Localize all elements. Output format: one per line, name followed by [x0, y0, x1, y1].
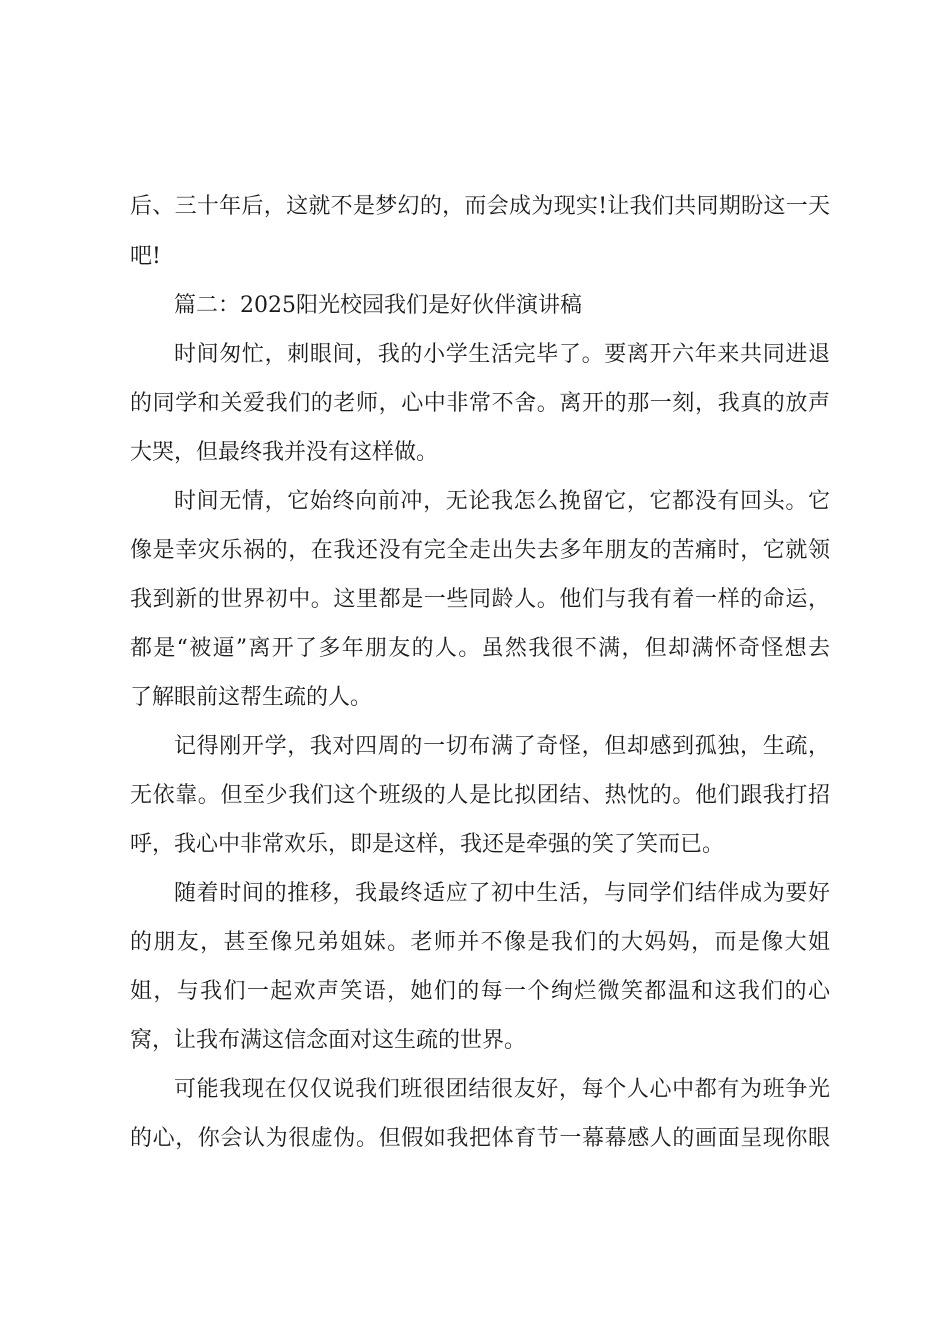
text-line: 的朋友，甚至像兄弟姐妹。老师并不像是我们的大妈妈，而是像大姐 [130, 930, 830, 955]
text-line: 都是“被逼”离开了多年朋友的人。虽然我很不满，但却满怀奇怪想去 [130, 636, 830, 661]
text-line: 姐，与我们一起欢声笑语，她们的每一个绚烂微笑都温和这我们的心 [130, 979, 830, 1004]
text-line: 我到新的世界初中。这里都是一些同龄人。他们与我有着一样的命运， [130, 587, 830, 612]
text-line: 的同学和关爱我们的老师，心中非常不舍。离开的那一刻，我真的放声 [130, 391, 830, 416]
text-line: 呼，我心中非常欢乐，即是这样，我还是牵强的笑了笑而已。 [130, 832, 725, 857]
text-line: 时间无情，它始终向前冲，无论我怎么挽留它，它都没有回头。它 [174, 489, 830, 514]
text-line: 窝，让我布满这信念面对这生疏的世界。 [130, 1028, 527, 1053]
text-line: 时间匆忙，刺眼间，我的小学生活完毕了。要离开六年来共同进退 [174, 342, 830, 367]
text-line: 无依靠。但至少我们这个班级的人是比拟团结、热忱的。他们跟我打招 [130, 783, 830, 808]
text-line: 大哭，但最终我并没有这样做。 [130, 440, 439, 465]
section-heading: 篇二：2025阳光校园我们是好伙伴演讲稿 [174, 293, 582, 318]
text-line: 的心，你会认为很虚伪。但假如我把体育节一幕幕感人的画面呈现你眼 [130, 1126, 830, 1151]
text-line: 吧! [130, 244, 161, 269]
text-line: 可能我现在仅仅说我们班很团结很友好，每个人心中都有为班争光 [174, 1077, 830, 1102]
text-line: 随着时间的推移，我最终适应了初中生活，与同学们结伴成为要好 [174, 881, 830, 906]
text-line: 像是幸灾乐祸的，在我还没有完全走出失去多年朋友的苦痛时，它就领 [130, 538, 830, 563]
text-line: 记得刚开学，我对四周的一切布满了奇怪，但却感到孤独，生疏， [174, 734, 830, 759]
text-line: 了解眼前这帮生疏的人。 [130, 685, 373, 710]
text-line: 后、三十年后，这就不是梦幻的，而会成为现实!让我们共同期盼这一天 [130, 194, 830, 219]
